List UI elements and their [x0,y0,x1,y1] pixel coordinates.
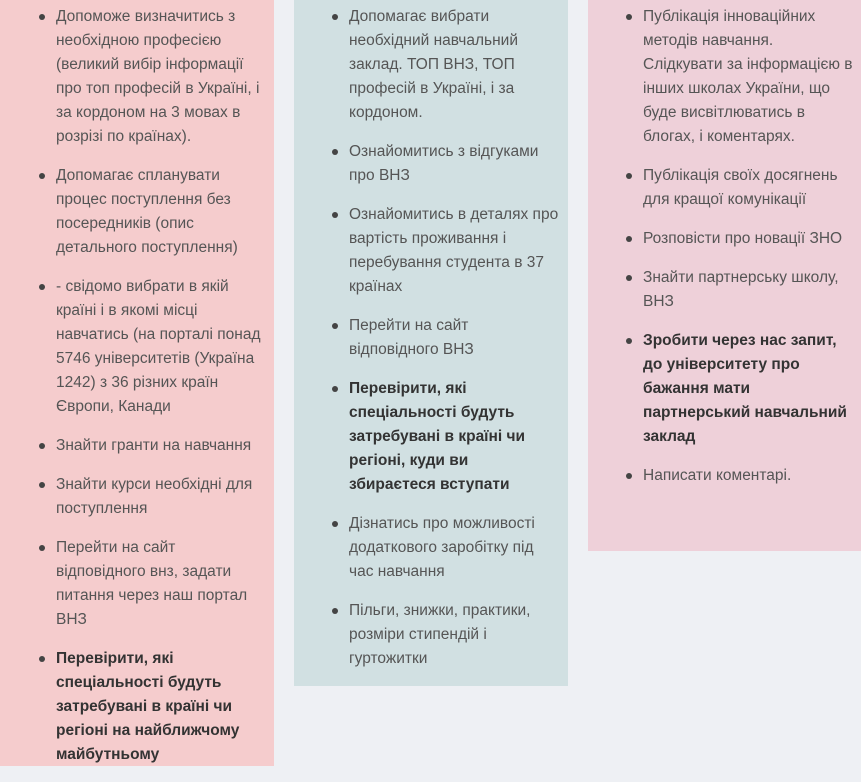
bullet-icon [39,656,45,662]
bullet-icon [39,545,45,551]
list-item [56,473,266,521]
list-item [349,203,559,299]
list-item [56,164,266,260]
list-item [643,5,855,149]
list-item-text: Перейти на сайт відповідного ВНЗ [349,317,474,358]
list-item [349,314,559,362]
list-item-text: Публікація своїх досягнень для кращої комунікації [643,167,838,208]
list-item-text: Розповісти про новації ЗНО [643,230,843,247]
bullet-icon [626,14,632,20]
list-item [349,512,559,584]
column-1-list [56,5,266,782]
bullet-icon [332,386,338,392]
list-item [56,275,266,419]
list-item [56,434,266,458]
list-item [643,164,855,212]
bullet-icon [626,473,632,479]
bullet-icon [626,275,632,281]
column-3-list [643,5,855,503]
list-item-text: Перевірити, які спеціальності будуть затребувані в країні чи регіоні, куди ви збираєтеся вступати [349,380,526,493]
bullet-icon [332,14,338,20]
bullet-icon [332,149,338,155]
list-item [349,140,559,188]
list-item-text: Пільги, знижки, практики, розміри стипендій і гуртожитки [349,602,531,667]
column-1-panel [0,0,274,766]
list-item-text: Дізнатись про можливості додаткового заробітку під час навчання [349,515,535,580]
list-item-text: Допоможе визначитись з необхідною професією (великий вибір інформації про топ професій в Україні, і за кордоном на 3 мовах в розрізі по країнах). [56,8,260,145]
list-item [643,227,855,251]
list-item-text: Перевірити, які спеціальності будуть затребувані в країні чи регіоні на найближчому майбутньому [56,650,240,763]
bullet-icon [332,608,338,614]
list-item [643,464,855,488]
bullet-icon [626,338,632,344]
bullet-icon [39,482,45,488]
column-2-list [349,5,559,686]
list-item-text: Зробити через нас запит, до університету про бажання мати партнерський навчальний заклад [643,332,847,445]
list-item-text: Ознайомитись з відгуками про ВНЗ [349,143,539,184]
bullet-icon [626,236,632,242]
list-item [349,599,559,671]
bullet-icon [332,212,338,218]
list-item-highlight [56,647,266,767]
bullet-icon [332,323,338,329]
bullet-icon [39,173,45,179]
list-item-text: Знайти курси необхідні для поступлення [56,476,253,517]
list-item [349,5,559,125]
list-item-highlight [349,377,559,497]
list-item-text: Перейти на сайт відповідного внз, задати питання через наш портал ВНЗ [56,539,248,628]
list-item-text: Написати коментарі. [643,467,792,484]
bullet-icon [626,173,632,179]
bullet-icon [39,443,45,449]
list-item-highlight [643,329,855,449]
list-item-text: - свідомо вибрати в якій країні і в якомі місці навчатись (на порталі понад 5746 університетів (Україна 1242) з 36 різних країн Європи, Канади [56,278,261,415]
bullet-icon [39,284,45,290]
list-item [56,536,266,632]
column-2-panel [294,0,568,686]
list-item-text: Публікація інноваційних методів навчання. Слідкувати за інформацією в інших школах України, що буде висвітлюватись в блогах, і коментарях. [643,8,853,145]
bullet-icon [39,14,45,20]
list-item-text: Допомагає вибрати необхідний навчальний заклад. ТОП ВНЗ, ТОП професій в Україні, і за кордоном. [349,8,518,121]
list-item-text: Допомагає спланувати процес поступлення без посередників (опис детального поступлення) [56,167,238,256]
list-item-text: Знайти гранти на навчання [56,437,252,454]
list-item [643,266,855,314]
list-item [56,5,266,149]
column-3-panel [588,0,861,551]
list-item-text: Знайти партнерську школу, ВНЗ [643,269,839,310]
bullet-icon [332,521,338,527]
list-item-text: Ознайомитись в деталях про вартість проживання і перебування студента в 37 країнах [349,206,559,295]
